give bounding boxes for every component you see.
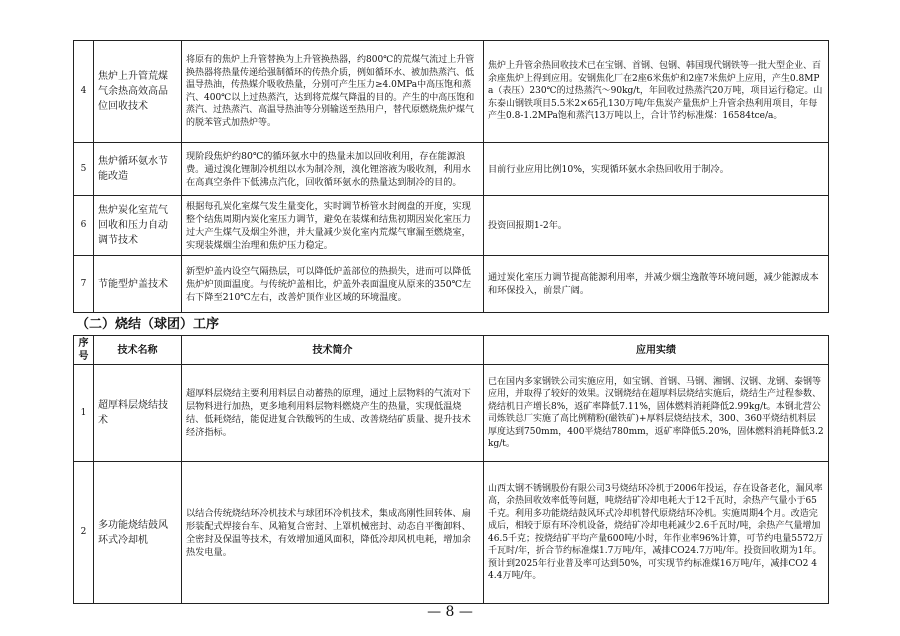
tech-intro: 超厚料层烧结主要利用料层自动蓄热的原理，通过上层物料的气流对下层物料进行加热，更多地利用料层物料燃烧产生的热量，实现低温烧结、低耗烧结，能促进复合铁酸钙的生成、改善烧结矿质量、提升技术经济指标。	[182, 365, 484, 462]
row-number: 6	[74, 196, 94, 256]
tech-name: 焦炉上升管荒煤气余热高效高品位回收技术	[94, 41, 182, 143]
tech-result: 通过炭化室压力调节提高能源利用率，并减少烟尘逸散等环境问题，减少能源成本和环保投入，前景广阔。	[484, 256, 829, 313]
table-sintering	[73, 335, 829, 604]
row-number: 4	[74, 41, 94, 143]
tech-result: 已在国内多家钢铁公司实施应用，如宝钢、首钢、马钢、湘钢、汉钢、龙钢、泰钢等应用，并取得了较好的效果。汉钢烧结在超厚料层烧结实施后，烧结生产过程参数、烧结机日产增长8%，返矿率降低7.11%，固体燃料消耗降低2.99kg/t。本钢北营公司炼铁总厂实施了高比例精粉(磁铁矿)+厚料层烧结技术，300、360平烧结机料层厚度达到750mm，400平烧结780mm，返矿率降低5.20%，固体燃料消耗降低3.2kg/t。	[484, 365, 829, 462]
tech-intro: 新型炉盖内设空气隔热层，可以降低炉盖部位的热损失，进而可以降低焦炉炉顶面温度。与传统炉盖相比，炉盖外表面温度从原来的350℃左右下降至210℃左右，改善炉顶作业区域的环境温度。	[182, 256, 484, 313]
table-row	[74, 196, 829, 256]
header-name: 技术名称	[94, 336, 182, 365]
table-row	[74, 462, 829, 604]
section-title: （二）烧结（球团）工序	[76, 317, 220, 332]
tech-intro: 现阶段焦炉约80℃的循环氨水中的热量未加以回收利用，存在能源浪费。通过溴化锂制冷机组以水为制冷剂，溴化锂溶液为吸收剂，利用水在高真空条件下低沸点汽化，回收循环氨水的热量达到制冷的目的。	[182, 143, 484, 196]
header-no: 序号	[74, 336, 94, 365]
tech-name: 焦炉炭化室荒气回收和压力自动调节技术	[94, 196, 182, 256]
tech-name: 超厚料层烧结技术	[94, 365, 182, 462]
tech-intro: 以结合传统烧结环冷机技术与球团环冷机技术，集成高刚性回转体、扇形装配式焊接台车、风箱复合密封、上罩机械密封、动态自平衡卸料、全密封及保温等技术，有效增加通风面积，降低冷却风机电耗，增加余热发电量。	[182, 462, 484, 604]
table-continued	[73, 40, 829, 313]
tech-result: 目前行业应用比例10%，实现循环氨水余热回收用于制冷。	[484, 143, 829, 196]
table-row	[74, 256, 829, 313]
row-number: 5	[74, 143, 94, 196]
header-result: 应用实绩	[484, 336, 829, 365]
tech-result: 投资回报期1-2年。	[484, 196, 829, 256]
tech-name: 节能型炉盖技术	[94, 256, 182, 313]
tech-intro: 根据每孔炭化室煤气发生量变化，实时调节桥管水封阀盘的开度，实现整个结焦周期内炭化室压力调节，避免在装煤和结焦初期因炭化室压力过大产生煤气及烟尘外泄，并大量减少炭化室内荒煤气窜漏至燃烧室，实现装煤烟尘治理和焦炉压力稳定。	[182, 196, 484, 256]
row-number: 7	[74, 256, 94, 313]
row-number: 2	[74, 462, 94, 604]
row-number: 1	[74, 365, 94, 462]
table-header-row	[74, 336, 829, 365]
table-row	[74, 41, 829, 143]
tech-intro: 将原有的焦炉上升管替换为上升管换热器，约800℃的荒煤气流过上升管换热器将热量传递给强制循环的传热介质，例如循环水、被加热蒸汽、低温导热油，传热媒介吸收热量，分别可产生压力≥4.0MPa中高压饱和蒸汽、400℃以上过热蒸汽，达到将荒煤气降温的目的。产生的中高压饱和蒸汽、过热蒸汽、高温导热油等分别输送至热用户，替代原燃烧焦炉煤气的脱苯管式加热炉等。	[182, 41, 484, 143]
tech-result: 焦炉上升管余热回收技术已在宝钢、首钢、包钢、韩国现代钢铁等一批大型企业、百余座焦炉上得到应用。安钢焦化厂在2座6米焦炉和2座7米焦炉上应用，产生0.8MPa（表压）230℃的过热蒸汽～90kg/t，年回收过热蒸汽20万吨，项目运行稳定。山东泰山钢铁项目5.5米2×65孔130万吨/年焦炭产量焦炉上升管余热利用项目，年每产生0.8-1.2MPa饱和蒸汽13万吨以上，合计节约标准煤：16584tce/a。	[484, 41, 829, 143]
table-row	[74, 365, 829, 462]
tech-name: 多功能烧结鼓风环式冷却机	[94, 462, 182, 604]
page-number: — 8 —	[427, 604, 473, 620]
header-intro: 技术简介	[182, 336, 484, 365]
tech-result: 山西太钢不锈钢股份有限公司3号烧结环冷机于2006年投运，存在设备老化，漏风率高，余热回收效率低等问题，吨烧结矿冷却电耗大于12千瓦时，余热产气量小于65千克。利用多功能烧结鼓风环式冷却机替代原烧结环冷机。实施周期4个月。改造完成后，相较于原有环冷机设备，烧结矿冷却电耗减少2.6千瓦时/吨，余热产气量增加46.5千克；按烧结矿平均产量600吨/小时，年作业率96%计算，可节约电量5572万千瓦时/年，折合节约标准煤1.7万吨/年，减排CO24.7万吨/年。投资回收期为1年。预计到2025年行业普及率可达到50%，可实现节约标准煤16万吨/年，减排CO2 44.4万吨/年。	[484, 462, 829, 604]
table-row	[74, 143, 829, 196]
tech-name: 焦炉循环氨水节能改造	[94, 143, 182, 196]
